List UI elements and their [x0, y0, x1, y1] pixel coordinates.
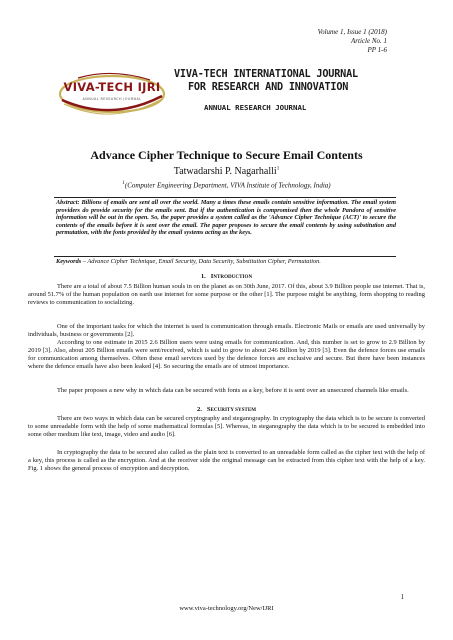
paragraph: The paper proposes a new why in which data can be secured with fonts as a key, before it is sent over an unsecured channels like emails.	[57, 387, 409, 394]
section-heading-introduction	[40, 273, 413, 280]
affiliation-superscript: 1	[122, 181, 125, 186]
paragraph: According to one estimate in 2015 2.6 Billion users were using emails for communication. And, this number is set to grow to 2.9 Billion by 2019 [3]. Also, about 205 Billion emails were sent/received, which is said to grow to about 246 Billion by 2019 [3]. Even the defence forces use emails for communication among themselves. Often these email services used by the defence forces are exclusive and secure. But there have been instances where the defence emails have also been leaked [4]. So securing the emails are of utmost importance.	[28, 339, 425, 370]
journal-logo	[58, 70, 166, 126]
section-title-rest: ECURITY SYSTEM	[210, 407, 257, 413]
volume-info	[318, 28, 387, 55]
logo-name: VIVA-TECH IJRI	[63, 80, 161, 94]
journal-title-line1: VIVA-TECH INTERNATIONAL JOURNAL	[174, 69, 358, 80]
section-number: 2.	[196, 406, 202, 413]
abstract-text: Billions of emails are sent all over the world. Many a times these emails contain sensitive information. The email system providers do provide security for the emails sent. But if the authentication is compromised then the whole Pandora of sensitive information will be out in the open. So, the paper provides a system called as the 'Advance Cipher Technique (ACT)' to secure the contents of the emails before it is sent over the email. The paper proposes to secure the email contents by using substitution and permutation, with the fonts provided by the email systems acting as the keys.	[56, 199, 396, 237]
author	[40, 166, 413, 177]
author-superscript: 1	[276, 166, 280, 172]
keywords-text: – Advance Cipher Technique, Email Security, Data Security, Substitution Cipher, Permutation.	[81, 258, 321, 265]
affiliation	[40, 181, 413, 189]
article-line: Article No. 1	[351, 37, 387, 45]
abstract	[56, 199, 396, 237]
paragraph: There are a total of about 7.5 Billion human souls in on the planet as on 30th June, 2017. Of this, about 3.9 Billion people use internet. That is, around 51.7% of the human population on earth use internet for some purpose or the other [1]. The purpose might be anything, form shopping to reading reviews to communication to socializing.	[28, 283, 425, 306]
author-name: Tatwadarshi P. Nagarhalli	[173, 166, 277, 177]
journal-subtitle: ANNUAL RESEARCH JOURNAL	[204, 103, 307, 112]
paragraph: In cryptography the data to be secured also called as the plain text is converted to an unreadable form called as the cipher text with the help of a key, this process is called as the encryption. And at the receiver side the original message can be extracted from this cipher text with the help of a key. Fig. 1 shows the general process of encryption and decryption.	[28, 449, 425, 472]
volume-line: Volume 1, Issue 1 (2018)	[317, 28, 387, 36]
section-number: 1.	[200, 273, 206, 280]
keywords-label: Keywords	[56, 258, 82, 265]
keywords	[56, 258, 396, 266]
section-title-initial: S	[206, 406, 211, 413]
logo-tagline: ANNUAL RESEARCH JOURNAL	[82, 97, 142, 101]
section-heading-security-system	[40, 406, 413, 413]
footer-url[interactable]: www.viva-technology.org/New/IJRI	[179, 605, 274, 612]
section-title-initial: I	[210, 273, 214, 280]
paper-title: Advance Cipher Technique to Secure Email Contents	[90, 148, 363, 162]
journal-title	[174, 68, 404, 113]
section-title-rest: NTRODUCTION	[213, 274, 253, 280]
paragraph: There are two ways in which data can be secured cryptography and steganography. In cryptography the data which is to be secure is converted to some unreadable form with the help of some mathematical formulas [5]. Whereas, in steganography the data which is to be secured is embedded into some other medium like text, image, video and audio [6].	[28, 415, 425, 438]
journal-title-line2: FOR RESEARCH AND INNOVATION	[188, 82, 349, 93]
abstract-label: Abstract:	[56, 199, 80, 206]
pages-line: PP 1-6	[367, 46, 387, 54]
affiliation-text: (Computer Engineering Department, VIVA Institute of Technology, India)	[124, 181, 331, 190]
page-number: 1	[400, 593, 404, 601]
paragraph: One of the important tasks for which the internet is used is communication through emails. Electronic Mails or emails are used universally by individuals, business or governments [2].	[28, 323, 425, 338]
